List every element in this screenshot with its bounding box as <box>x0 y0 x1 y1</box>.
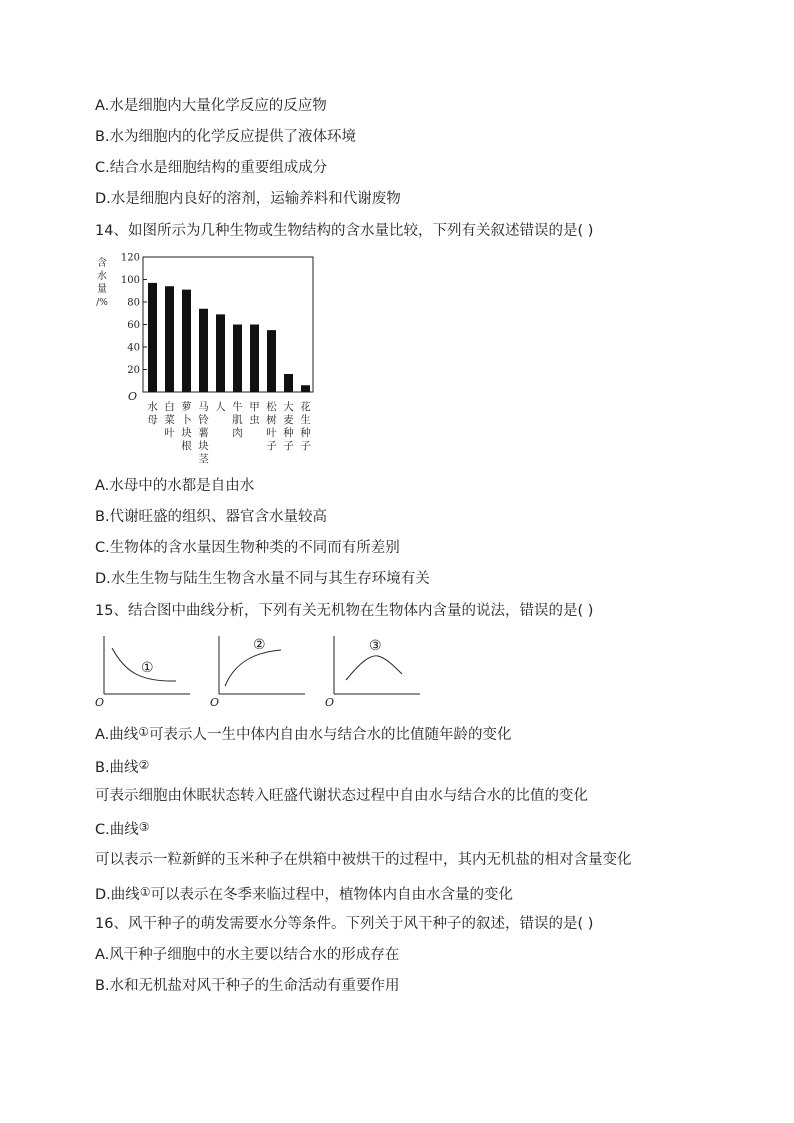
q13-option-a: A.水是细胞内大量化学反应的反应物 <box>95 98 327 114</box>
curve-graph-1 <box>92 632 192 712</box>
y-tick-label: 60 <box>127 320 140 331</box>
x-tick-label: 种 <box>283 427 294 439</box>
x-tick-label: 甲 <box>249 401 260 413</box>
x-tick-label: 水 <box>147 401 158 413</box>
q16-option-a: A.风干种子细胞中的水主要以结合水的形成存在 <box>95 947 400 963</box>
x-tick-label: 叶 <box>266 427 277 439</box>
bar-0 <box>148 283 157 392</box>
q15-option-a <box>95 722 512 745</box>
x-tick-label: 人 <box>215 401 226 413</box>
q15-c-mark: ③ <box>138 820 150 834</box>
x-tick-label: 大 <box>283 401 294 413</box>
bar-1 <box>165 286 174 392</box>
y-label-char: 量 <box>97 284 107 295</box>
x-tick-label: 萝 <box>181 401 192 413</box>
y-tick-label: 40 <box>127 342 140 354</box>
q16-stem: 16、风干种子的萌发需要水分等条件。下列关于风干种子的叙述，错误的是( ) <box>95 916 594 932</box>
bar-5 <box>233 325 242 393</box>
x-tick-label: 树 <box>266 414 277 426</box>
x-tick-label: 花 <box>300 401 311 413</box>
curve-2-line <box>225 650 281 686</box>
q14-option-a: A.水母中的水都是自由水 <box>95 478 255 494</box>
y-tick-label: 20 <box>127 365 140 376</box>
curve-3-line <box>346 656 402 680</box>
q13-option-b: B.水为细胞内的化学反应提供了液体环境 <box>95 129 357 145</box>
origin-label: O <box>128 390 138 403</box>
q14-option-c: C.生物体的含水量因生物种类的不同而有所差别 <box>95 540 400 556</box>
q15-d-mark: ① <box>139 885 151 899</box>
q15-d-text: 可以表示在冬季来临过程中，植物体内自由水含量的变化 <box>150 887 514 903</box>
curve-graph-2 <box>207 632 307 712</box>
q15-a-text: 可表示人一生中体内自由水与结合水的比值随年龄的变化 <box>149 727 512 743</box>
x-tick-label: 白 <box>164 401 175 413</box>
q15-a-prefix: A.曲线 <box>95 727 139 743</box>
y-tick-label: 80 <box>127 297 140 309</box>
y-axis-label <box>96 256 108 308</box>
q15-stem: 15、结合图中曲线分析，下列有关无机物在生物体内含量的说法，错误的是( ) <box>95 603 594 619</box>
x-tick-label: 叶 <box>164 427 175 439</box>
x-tick-label: 肉 <box>232 427 243 439</box>
x-tick-label: 茎 <box>198 453 209 465</box>
x-tick-label: 生 <box>300 414 311 426</box>
q14-option-d: D.水生生物与陆生生物含水量不同与其生存环境有关 <box>95 571 430 587</box>
x-tick-label: 菜 <box>164 414 175 426</box>
q13-option-c: C.结合水是细胞结构的重要组成成分 <box>95 160 328 176</box>
bar-4 <box>216 314 225 392</box>
x-tick-label: 卜 <box>181 414 192 426</box>
curve2-label: ② <box>253 637 266 653</box>
x-tick-label: 块 <box>181 427 192 439</box>
q13-option-d: D.水是细胞内良好的溶剂，运输养料和代谢废物 <box>95 191 401 207</box>
x-tick-label: 子 <box>283 440 294 452</box>
x-tick-label: 种 <box>300 427 311 439</box>
bar-8 <box>284 374 293 392</box>
x-tick-label: 根 <box>181 440 192 452</box>
q15-b-prefix: B.曲线 <box>95 760 139 776</box>
q15-option-c <box>95 817 150 840</box>
q15-option-c-text: 可以表示一粒新鲜的玉米种子在烘箱中被烘干的过程中，其内无机盐的相对含量变化 <box>95 852 632 868</box>
curve-graph-3 <box>322 632 422 712</box>
bar-3 <box>199 309 208 392</box>
q15-d-prefix: D.曲线 <box>95 887 140 903</box>
x-tick-label: 子 <box>266 440 277 452</box>
x-tick-label: 麦 <box>283 414 294 426</box>
curve3-label: ③ <box>369 638 382 654</box>
q15-option-d <box>95 882 513 905</box>
q15-a-mark: ① <box>138 725 150 739</box>
q15-b-mark: ② <box>138 758 150 772</box>
bar-9 <box>301 385 310 392</box>
q15-option-b <box>95 755 149 778</box>
bar-6 <box>250 325 259 393</box>
x-tick-label: 虫 <box>249 414 260 426</box>
bar-2 <box>182 290 191 392</box>
y-tick-label: 100 <box>120 275 140 286</box>
y-label-char: /% <box>96 298 108 308</box>
x-tick-label: 松 <box>266 401 277 413</box>
bar-7 <box>267 330 276 392</box>
x-tick-label: 子 <box>300 440 311 452</box>
q14-option-b: B.代谢旺盛的组织、器官含水量较高 <box>95 509 328 525</box>
x-tick-label: 母 <box>147 414 158 426</box>
x-tick-label: 铃 <box>198 414 209 426</box>
q15-option-b-text: 可表示细胞由休眠状态转入旺盛代谢状态过程中自由水与结合水的比值的变化 <box>95 788 588 804</box>
q14-stem: 14、如图所示为几种生物或生物结构的含水量比较，下列有关叙述错误的是( ) <box>95 223 594 239</box>
curve3-origin: O <box>325 696 335 709</box>
x-tick-label: 牛 <box>232 401 243 413</box>
q16-option-b: B.水和无机盐对风干种子的生命活动有重要作用 <box>95 978 400 994</box>
curve1-label: ① <box>141 660 154 676</box>
water-content-bar-chart <box>90 252 330 472</box>
curve2-origin: O <box>210 696 220 709</box>
curve1-origin: O <box>95 696 105 709</box>
q15-c-prefix: C.曲线 <box>95 822 139 838</box>
x-tick-label: 马 <box>198 401 209 413</box>
x-tick-label: 肌 <box>232 414 243 426</box>
x-tick-label: 块 <box>198 440 209 452</box>
y-tick-label: 120 <box>120 252 140 264</box>
y-label-char: 含 <box>97 258 107 269</box>
y-label-char: 水 <box>97 271 107 282</box>
x-tick-label: 薯 <box>198 427 209 439</box>
